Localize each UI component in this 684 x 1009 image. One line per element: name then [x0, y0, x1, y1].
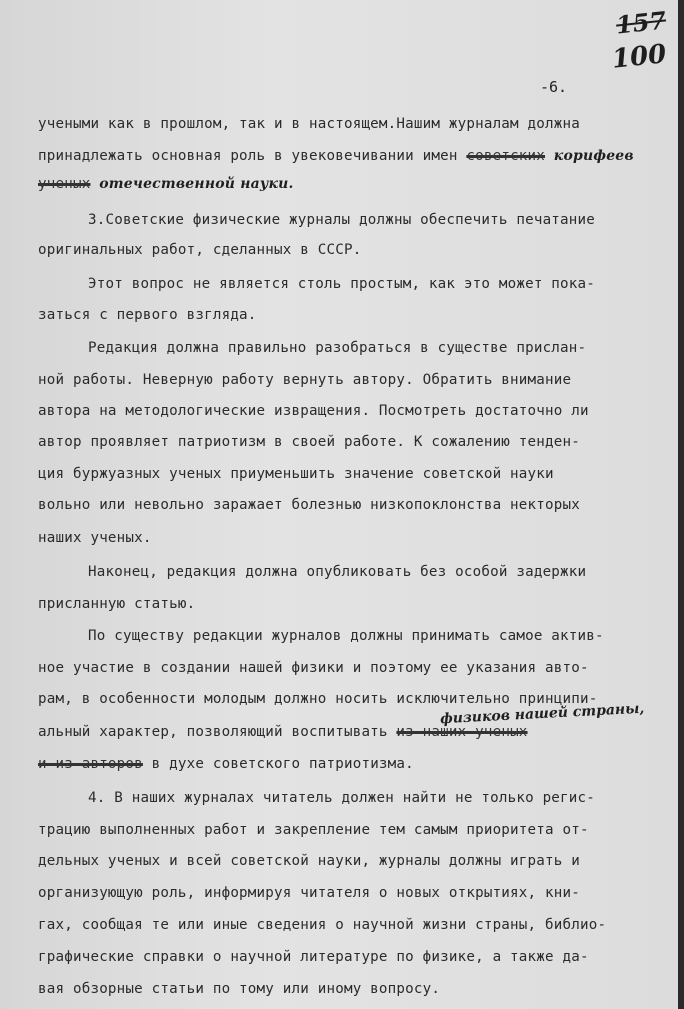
- text-line: автора на методологические извращения. Посмотреть достаточно ли: [38, 403, 589, 419]
- text-line: дельных ученых и всей советской науки, журналы должны играть и: [38, 853, 580, 869]
- text-line: Этот вопрос не является столь простым, как это может пока-: [88, 276, 596, 292]
- archive-page-number: [612, 6, 676, 76]
- struck-text: и из авторов: [38, 756, 143, 772]
- text-line: графические справки о научной литературе по физике, а также да-: [38, 949, 589, 965]
- text-line: Наконец, редакция должна опубликовать без особой задержки: [88, 564, 587, 580]
- text-line: оригинальных работ, сделанных в СССР.: [38, 242, 362, 258]
- text-line: ция буржуазных ученых приуменьшить значение советской науки: [38, 466, 554, 482]
- text-line: автор проявляет патриотизм в своей работе. К сожалению тенден-: [38, 434, 580, 450]
- text-line: [38, 176, 294, 192]
- text-line: гах, сообщая те или иные сведения о научной жизни страны, библио-: [38, 917, 607, 933]
- text-line: присланную статью.: [38, 596, 196, 612]
- text-line: вая обзорные статьи по тому или иному вопросу.: [38, 981, 441, 997]
- text-line: ное участие в создании нашей физики и поэтому ее указания авто-: [38, 660, 589, 676]
- struck-text: советских: [466, 148, 546, 164]
- text-line: вольно или невольно заражает болезнью низкопоклонства некторых: [38, 497, 580, 513]
- text-line: 3.Советские физические журналы должны обеспечить печатание: [88, 212, 596, 228]
- text-line: альный характер, позволяющий воспитывать из наших ученых: [38, 724, 528, 740]
- text-line: принадлежать основная роль в увековечивании имен советских корифеев: [38, 148, 634, 164]
- text-line: организующую роль, информируя читателя о новых открытиях, кни-: [38, 885, 580, 901]
- text-line: и из авторов в духе советского патриотизма.: [38, 756, 414, 772]
- text-line: учеными как в прошлом, так и в настоящем.Нашим журналам должна: [38, 116, 580, 132]
- text-line: Редакция должна правильно разобраться в существе прислан-: [88, 340, 587, 356]
- struck-text: из наших ученых: [396, 724, 528, 740]
- text-line: заться с первого взгляда.: [38, 307, 257, 323]
- text-line: По существу редакции журналов должны принимать самое актив-: [88, 628, 604, 644]
- archive-number-current: 100: [610, 39, 668, 75]
- text-line: рам, в особенности молодым должно носить исключительно принципи-: [38, 691, 598, 707]
- text-line: наших ученых.: [38, 530, 152, 546]
- page-number: -6.: [540, 78, 568, 96]
- text-line: трацию выполненных работ и закрепление тем самым приоритета от-: [38, 822, 589, 838]
- struck-text: ученых: [38, 176, 91, 192]
- handwritten-insert: отечественной науки.: [99, 176, 294, 192]
- archive-number-crossed: 157: [614, 5, 668, 40]
- text-line: 4. В наших журналах читатель должен найти не только регис-: [88, 790, 596, 806]
- handwritten-insert: корифеев: [553, 148, 634, 164]
- text-line: ной работы. Неверную работу вернуть автору. Обратить внимание: [38, 372, 572, 388]
- handwritten-insert: физиков нашей страны,: [439, 700, 645, 728]
